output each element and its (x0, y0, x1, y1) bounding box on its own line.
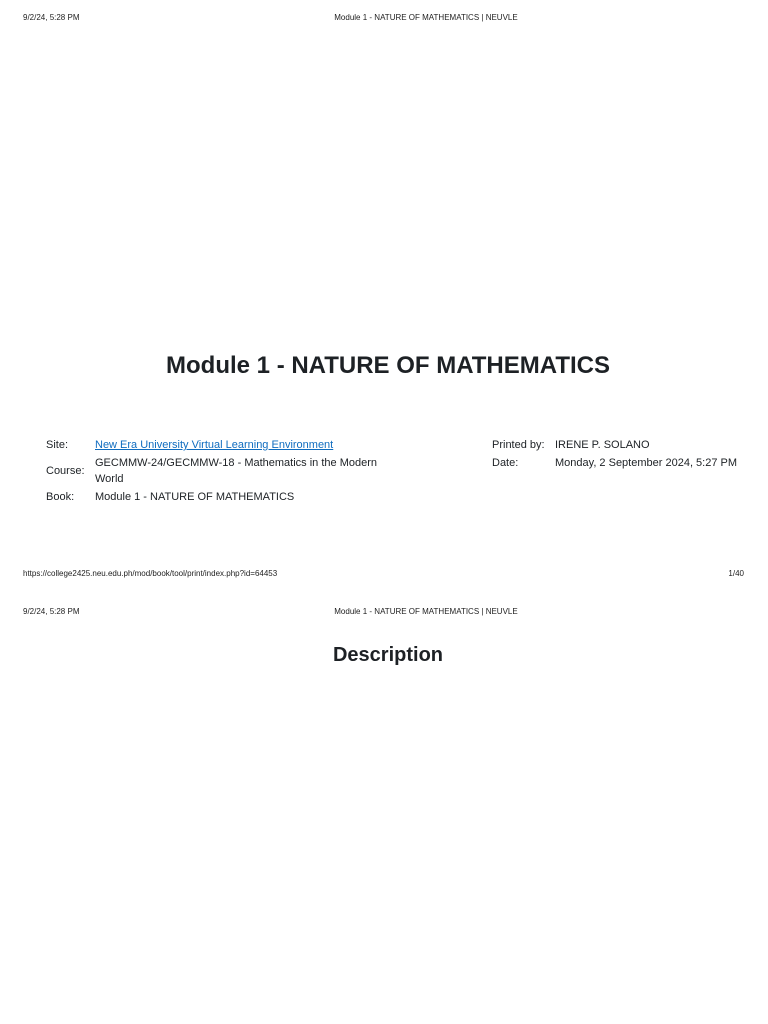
page-header-title: Module 1 - NATURE OF MATHEMATICS | NEUVLE (334, 13, 518, 22)
course-label: Course: (46, 465, 85, 477)
course-value: GECMMW-24/GECMMW-18 - Mathematics in the Modern World (95, 457, 377, 485)
page2-header-title: Module 1 - NATURE OF MATHEMATICS | NEUVLE (334, 607, 518, 616)
book-title: Module 1 - NATURE OF MATHEMATICS (166, 352, 610, 379)
section-title: Description (332, 644, 444, 666)
page-header-datetime: 9/2/24, 5:28 PM (23, 13, 80, 22)
book-label: Book: (46, 491, 75, 503)
date-value: Monday, 2 September 2024, 5:27 PM (555, 457, 738, 469)
page2-header-datetime: 9/2/24, 5:28 PM (23, 607, 80, 616)
site-link[interactable]: New Era University Virtual Learning Environment (95, 439, 334, 451)
site-label: Site: (46, 439, 69, 451)
book-value: Module 1 - NATURE OF MATHEMATICS (95, 491, 295, 503)
date-label: Date: (492, 457, 519, 469)
printed-by-value: IRENE P. SOLANO (555, 439, 650, 451)
printed-by-label: Printed by: (492, 439, 545, 451)
page-footer-url: https://college2425.neu.edu.ph/mod/book/tool/print/index.php?id=64453 (23, 569, 278, 578)
page-footer-number: 1/40 (728, 569, 744, 578)
